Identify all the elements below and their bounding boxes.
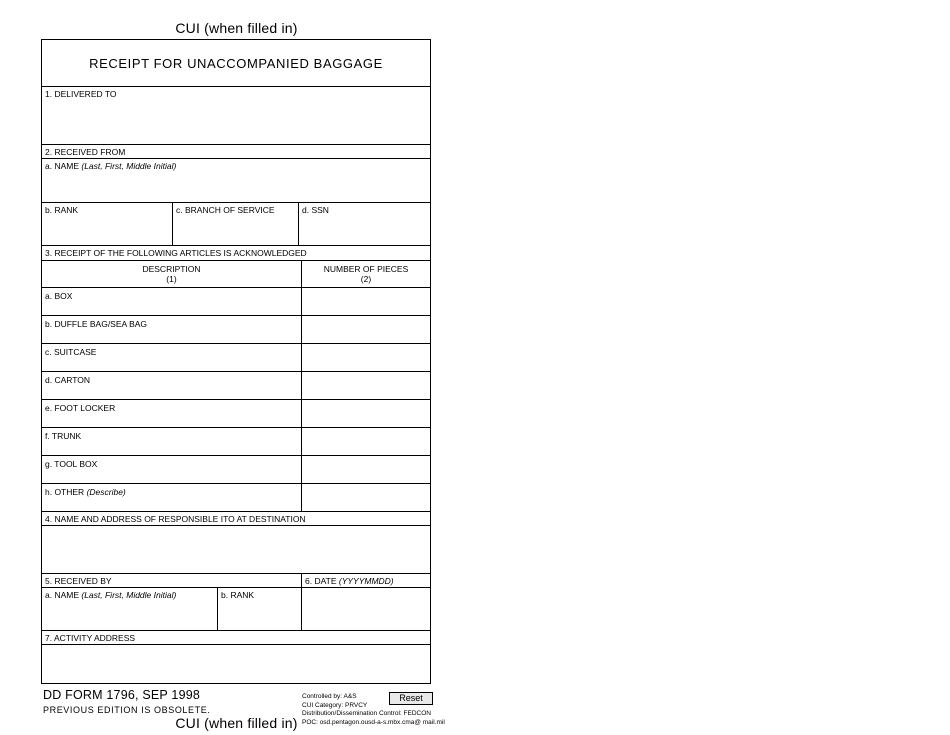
item-label-box — [42, 288, 302, 315]
field-received-by-name-label-hint: (Last, First, Middle Initial) — [81, 590, 177, 600]
reset-button[interactable]: Reset — [389, 692, 433, 705]
column-header-description-text — [142, 264, 200, 274]
col2-title: NUMBER OF PIECES — [323, 264, 409, 274]
item-label-tool-box — [42, 456, 302, 483]
item-label-trunk — [42, 428, 302, 455]
section-1-label: 1. DELIVERED TO — [45, 89, 117, 99]
rank-branch-ssn-row — [42, 203, 430, 246]
section-2-label: 2. RECEIVED FROM — [45, 147, 126, 157]
cui-banner-top: CUI (when filled in) — [175, 20, 298, 36]
section-3-header — [42, 246, 430, 261]
item-label-other — [42, 484, 302, 511]
item-qty-carton[interactable] — [302, 372, 430, 399]
section-1-delivered-to[interactable] — [42, 87, 430, 145]
item-label-carton-text: d. CARTON — [45, 375, 91, 385]
field-activity-address[interactable] — [42, 645, 430, 683]
field-ssn[interactable] — [299, 203, 430, 245]
field-ssn-label: d. SSN — [302, 205, 329, 215]
field-rank-label: b. RANK — [45, 205, 79, 215]
section-5-label: 5. RECEIVED BY — [45, 576, 112, 586]
field-received-by-name-label — [42, 588, 217, 601]
distribution-control-line: Distribution/Dissemination Control: FEDCON — [302, 710, 431, 718]
section-6-header — [302, 574, 430, 587]
table-row — [42, 316, 430, 344]
table-row — [42, 288, 430, 316]
item-qty-tool-box[interactable] — [302, 456, 430, 483]
item-label-carton — [42, 372, 302, 399]
field-name-label-text: a. NAME — [45, 161, 82, 171]
form-identifier: DD FORM 1796, SEP 1998 — [43, 688, 201, 702]
section-5-header — [42, 574, 302, 587]
field-received-by-rank-label: b. RANK — [221, 590, 255, 600]
field-branch-of-service[interactable] — [173, 203, 299, 245]
field-name-label-hint: (Last, First, Middle Initial) — [81, 161, 177, 171]
section-5-6-fields-row — [42, 588, 430, 631]
item-label-foot-locker — [42, 400, 302, 427]
item-qty-duffle-bag[interactable] — [302, 316, 430, 343]
poc-line: POC: osd.pentagon.ousd-a-s.mbx.cma@ mail.mil — [302, 718, 445, 726]
item-label-tool-box-text: g. TOOL BOX — [45, 459, 98, 469]
section-6-label-hint: (YYYYMMDD) — [338, 576, 394, 586]
table-row — [42, 372, 430, 400]
col2-number: (2) — [360, 274, 372, 284]
section-7-label: 7. ACTIVITY ADDRESS — [45, 633, 136, 643]
field-received-by-name[interactable] — [42, 588, 218, 630]
section-6-label-text: 6. DATE — [305, 576, 339, 586]
table-row — [42, 400, 430, 428]
table-row — [42, 456, 430, 484]
articles-table-header — [42, 261, 430, 288]
item-qty-box[interactable] — [302, 288, 430, 315]
field-name[interactable] — [42, 159, 430, 203]
section-6-label — [302, 574, 430, 587]
previous-edition-note: PREVIOUS EDITION IS OBSOLETE. — [43, 705, 211, 715]
item-label-other-hint: (Describe) — [86, 487, 126, 497]
field-name-label — [42, 159, 430, 172]
col1-number: (1) — [166, 274, 177, 284]
section-7-header — [42, 631, 430, 645]
field-received-by-rank[interactable] — [218, 588, 302, 630]
item-label-trunk-text: f. TRUNK — [45, 431, 82, 441]
column-header-number-of-pieces — [302, 261, 430, 287]
footer-left — [43, 689, 210, 717]
item-qty-foot-locker[interactable] — [302, 400, 430, 427]
item-label-suitcase — [42, 344, 302, 371]
field-ito-address[interactable] — [42, 526, 430, 574]
field-received-by-name-label-text: a. NAME — [45, 590, 82, 600]
item-qty-other[interactable] — [302, 484, 430, 511]
field-rank[interactable] — [42, 203, 173, 245]
form-title: RECEIPT FOR UNACCOMPANIED BAGGAGE — [42, 40, 430, 87]
column-header-description — [42, 261, 302, 287]
col1-title: DESCRIPTION — [142, 264, 201, 274]
table-row — [42, 428, 430, 456]
item-qty-suitcase[interactable] — [302, 344, 430, 371]
item-qty-trunk[interactable] — [302, 428, 430, 455]
controlled-by-line: Controlled by: A&S — [302, 693, 357, 700]
dd-form-1796 — [41, 39, 431, 684]
item-label-foot-locker-text: e. FOOT LOCKER — [45, 403, 116, 413]
table-row — [42, 484, 430, 512]
section-2-received-from — [42, 145, 430, 159]
item-label-duffle-bag-text: b. DUFFLE BAG/SEA BAG — [45, 319, 148, 329]
field-branch-label: c. BRANCH OF SERVICE — [176, 205, 275, 215]
section-4-label: 4. NAME AND ADDRESS OF RESPONSIBLE ITO AT DESTINATION — [45, 514, 306, 524]
item-label-other-text: h. OTHER — [45, 487, 87, 497]
section-5-6-header-row — [42, 574, 430, 588]
field-date[interactable] — [302, 588, 430, 630]
item-label-suitcase-text: c. SUITCASE — [45, 347, 97, 357]
cui-banner-bottom: CUI (when filled in) — [175, 715, 298, 731]
section-4-header — [42, 512, 430, 526]
cui-category-line: CUI Category: PRVCY — [302, 701, 368, 709]
item-label-duffle-bag — [42, 316, 302, 343]
item-label-box-text: a. BOX — [45, 291, 73, 301]
section-3-label: 3. RECEIPT OF THE FOLLOWING ARTICLES IS ACKNOWLEDGED — [45, 248, 307, 258]
table-row — [42, 344, 430, 372]
